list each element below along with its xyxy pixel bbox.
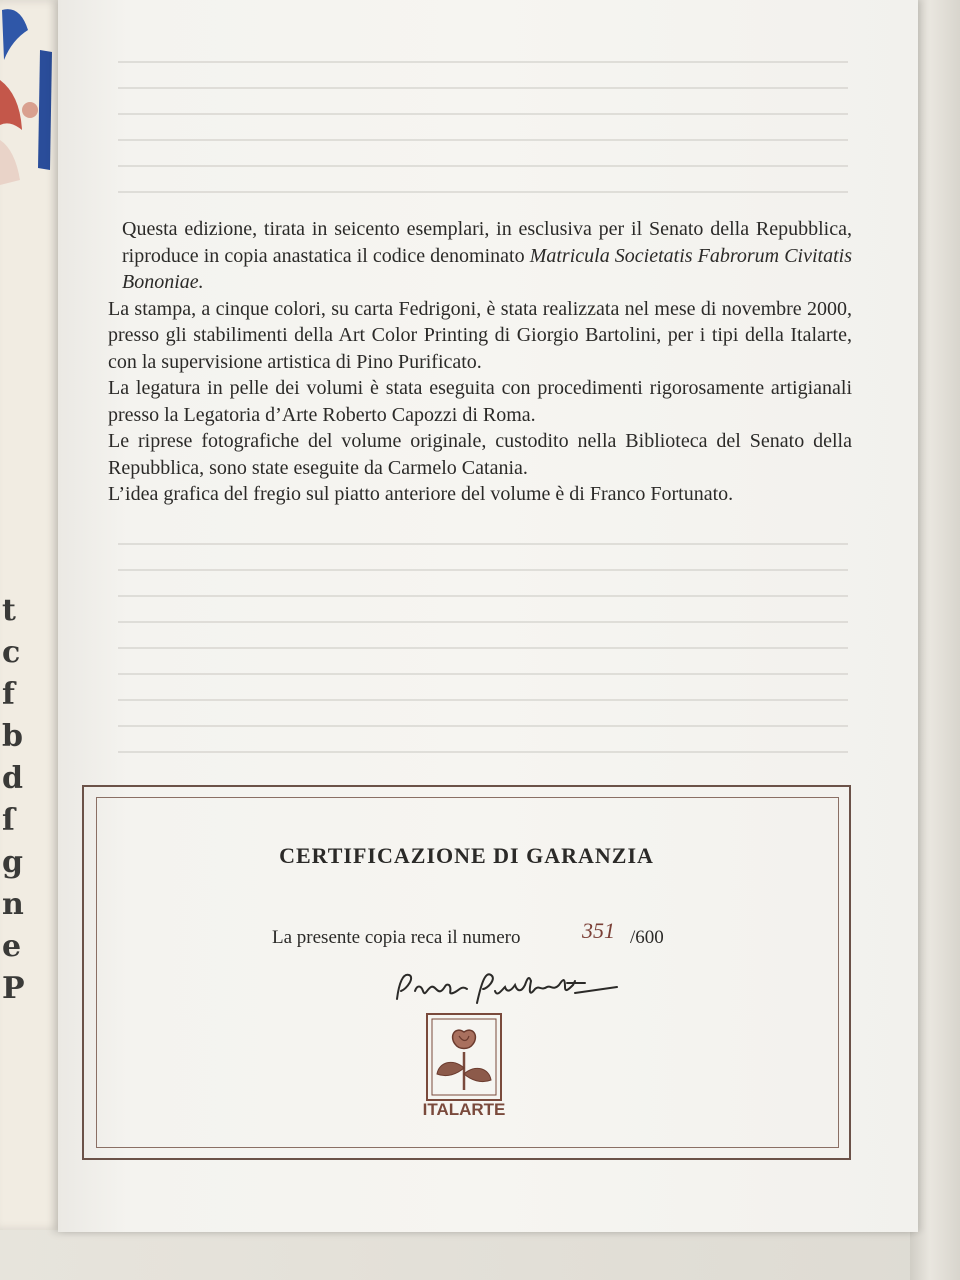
colophon-paragraph-5: L’idea grafica del fregio sul piatto anteriore del volume è di Franco Fortunato.: [108, 483, 734, 505]
signature-icon: [389, 963, 619, 1011]
manuscript-fragment-letters: t c f b d ſ g n e P: [2, 593, 25, 1006]
edition-total: /600: [630, 927, 664, 948]
codex-title: Matricula Societatis Fabrorum Civitatis Bononiae.: [122, 244, 852, 293]
colophon-paragraph-4: Le riprese fotografiche del volume originale, custodito nella Biblioteca del Senato della Repubblica, sono state eseguite da Carmelo Catania.: [108, 430, 852, 479]
colophon-text: [108, 216, 852, 508]
colophon-paragraph-1-text: Questa edizione, tirata in seicento esemplari, in esclusiva per il Senato della Repubblica, riproduce in copia anastatica il codice denominato: [122, 218, 852, 267]
colophon-paragraph-1: [108, 216, 852, 296]
colophon-paragraph-2: La stampa, a cinque colori, su carta Fedrigoni, è stata realizzata nel mese di novembre 2000, presso gli stabilimenti della Art Color Printing di Giorgio Bartolini, per i tipi della Italarte, con la supervisione artistica di Pino Purificato.: [108, 297, 852, 373]
copy-number-label: La presente copia reca il numero: [272, 927, 521, 948]
handwritten-copy-number: 351: [582, 918, 615, 943]
publisher-name: ITALARTE: [422, 1100, 506, 1119]
colophon-paragraph-3: La legatura in pelle dei volumi è stata eseguita con procedimenti rigorosamente artigianali presso la Legatoria d’Arte Roberto Capozzi di Roma.: [108, 377, 852, 426]
certificate-frame: [82, 785, 851, 1160]
certificate-title: CERTIFICAZIONE DI GARANZIA: [279, 843, 654, 868]
manuscript-ornament-icon: [0, 0, 60, 200]
italarte-flower-logo-icon: [425, 1012, 503, 1102]
